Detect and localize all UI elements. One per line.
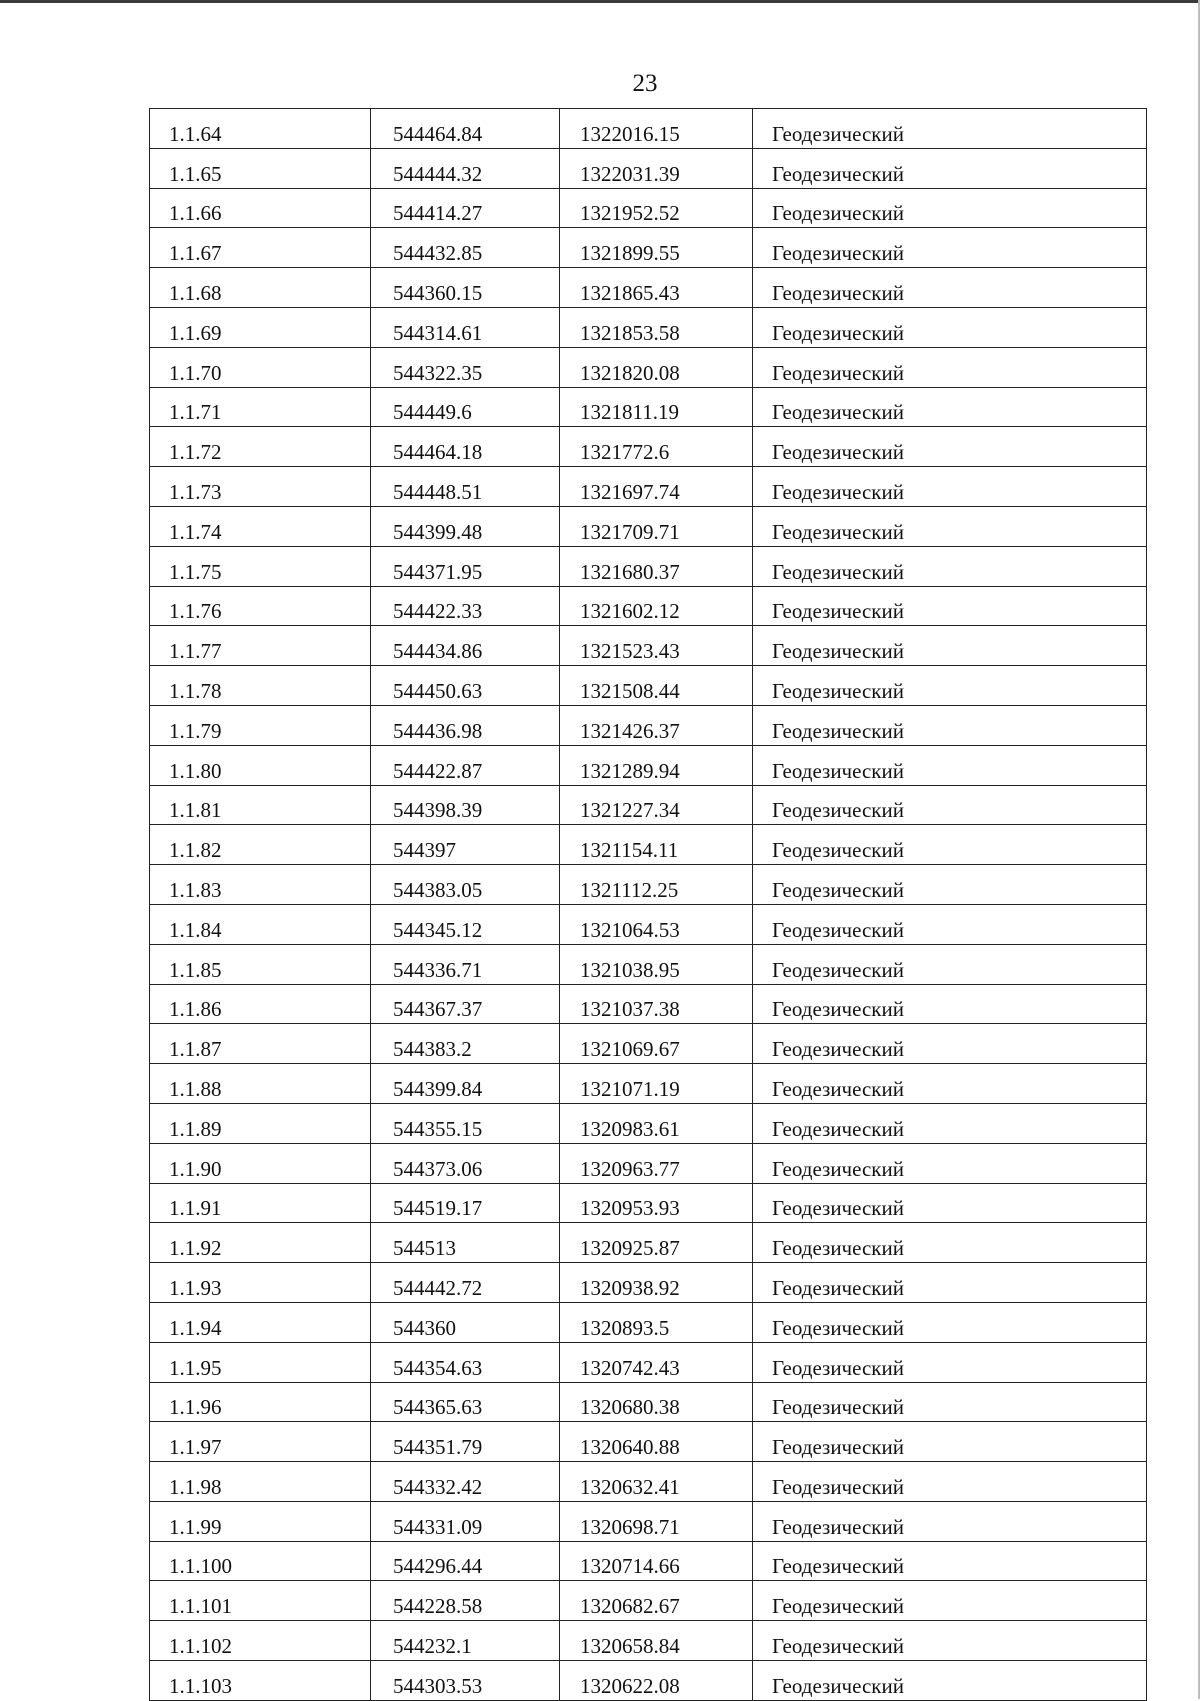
- point-number-cell: 1.1.74: [150, 506, 371, 546]
- table-row: [150, 1024, 1147, 1064]
- y-coordinate-cell: 1321064.53: [560, 904, 753, 944]
- table-row: [150, 745, 1147, 785]
- x-coordinate-cell: 544398.39: [371, 785, 560, 825]
- point-number-cell: 1.1.79: [150, 705, 371, 745]
- determination-method-cell: Геодезический: [753, 984, 1147, 1024]
- y-coordinate-cell: 1320632.41: [560, 1462, 753, 1502]
- y-coordinate-cell: 1320714.66: [560, 1541, 753, 1581]
- y-coordinate-cell: 1320640.88: [560, 1422, 753, 1462]
- y-coordinate-cell: 1321697.74: [560, 467, 753, 507]
- determination-method-cell: Геодезический: [753, 666, 1147, 706]
- determination-method-cell: Геодезический: [753, 347, 1147, 387]
- y-coordinate-cell: 1320953.93: [560, 1183, 753, 1223]
- point-number-cell: 1.1.96: [150, 1382, 371, 1422]
- table-row: [150, 1143, 1147, 1183]
- determination-method-cell: Геодезический: [753, 546, 1147, 586]
- y-coordinate-cell: 1321112.25: [560, 865, 753, 905]
- x-coordinate-cell: 544513: [371, 1223, 560, 1263]
- x-coordinate-cell: 544360: [371, 1302, 560, 1342]
- determination-method-cell: Геодезический: [753, 1263, 1147, 1303]
- x-coordinate-cell: 544397: [371, 825, 560, 865]
- point-number-cell: 1.1.65: [150, 148, 371, 188]
- page-number: 23: [632, 70, 658, 97]
- y-coordinate-cell: 1321602.12: [560, 586, 753, 626]
- y-coordinate-cell: 1320963.77: [560, 1143, 753, 1183]
- determination-method-cell: Геодезический: [753, 1024, 1147, 1064]
- table-row: [150, 546, 1147, 586]
- y-coordinate-cell: 1321227.34: [560, 785, 753, 825]
- x-coordinate-cell: 544367.37: [371, 984, 560, 1024]
- determination-method-cell: Геодезический: [753, 1143, 1147, 1183]
- y-coordinate-cell: 1321523.43: [560, 626, 753, 666]
- determination-method-cell: Геодезический: [753, 944, 1147, 984]
- table-row: [150, 387, 1147, 427]
- table-row: [150, 347, 1147, 387]
- point-number-cell: 1.1.77: [150, 626, 371, 666]
- x-coordinate-cell: 544449.6: [371, 387, 560, 427]
- x-coordinate-cell: 544448.51: [371, 467, 560, 507]
- determination-method-cell: Геодезический: [753, 1661, 1147, 1701]
- point-number-cell: 1.1.80: [150, 745, 371, 785]
- determination-method-cell: Геодезический: [753, 1183, 1147, 1223]
- x-coordinate-cell: 544422.33: [371, 586, 560, 626]
- y-coordinate-cell: 1320622.08: [560, 1661, 753, 1701]
- determination-method-cell: Геодезический: [753, 825, 1147, 865]
- determination-method-cell: Геодезический: [753, 188, 1147, 228]
- x-coordinate-cell: 544434.86: [371, 626, 560, 666]
- table-row: [150, 307, 1147, 347]
- x-coordinate-cell: 544399.48: [371, 506, 560, 546]
- table-row: [150, 1302, 1147, 1342]
- point-number-cell: 1.1.87: [150, 1024, 371, 1064]
- determination-method-cell: Геодезический: [753, 1422, 1147, 1462]
- table-row: [150, 1541, 1147, 1581]
- x-coordinate-cell: 544322.35: [371, 347, 560, 387]
- point-number-cell: 1.1.69: [150, 307, 371, 347]
- determination-method-cell: Геодезический: [753, 785, 1147, 825]
- determination-method-cell: Геодезический: [753, 1581, 1147, 1621]
- x-coordinate-cell: 544332.42: [371, 1462, 560, 1502]
- y-coordinate-cell: 1320680.38: [560, 1382, 753, 1422]
- x-coordinate-cell: 544422.87: [371, 745, 560, 785]
- point-number-cell: 1.1.81: [150, 785, 371, 825]
- x-coordinate-cell: 544345.12: [371, 904, 560, 944]
- determination-method-cell: Геодезический: [753, 1462, 1147, 1502]
- table-row: [150, 586, 1147, 626]
- coordinates-table: [149, 108, 1147, 1701]
- point-number-cell: 1.1.68: [150, 268, 371, 308]
- table-row: [150, 944, 1147, 984]
- point-number-cell: 1.1.94: [150, 1302, 371, 1342]
- point-number-cell: 1.1.103: [150, 1661, 371, 1701]
- table-row: [150, 1183, 1147, 1223]
- determination-method-cell: Геодезический: [753, 626, 1147, 666]
- determination-method-cell: Геодезический: [753, 1501, 1147, 1541]
- y-coordinate-cell: 1321289.94: [560, 745, 753, 785]
- point-number-cell: 1.1.76: [150, 586, 371, 626]
- determination-method-cell: Геодезический: [753, 1382, 1147, 1422]
- table-row: [150, 427, 1147, 467]
- y-coordinate-cell: 1321426.37: [560, 705, 753, 745]
- y-coordinate-cell: 1320893.5: [560, 1302, 753, 1342]
- determination-method-cell: Геодезический: [753, 268, 1147, 308]
- table-row: [150, 1064, 1147, 1104]
- table-row: [150, 865, 1147, 905]
- y-coordinate-cell: 1321899.55: [560, 228, 753, 268]
- point-number-cell: 1.1.82: [150, 825, 371, 865]
- x-coordinate-cell: 544354.63: [371, 1342, 560, 1382]
- x-coordinate-cell: 544232.1: [371, 1621, 560, 1661]
- table-row: [150, 148, 1147, 188]
- x-coordinate-cell: 544371.95: [371, 546, 560, 586]
- x-coordinate-cell: 544314.61: [371, 307, 560, 347]
- determination-method-cell: Геодезический: [753, 1541, 1147, 1581]
- table-row: [150, 467, 1147, 507]
- table-row: [150, 1382, 1147, 1422]
- y-coordinate-cell: 1320682.67: [560, 1581, 753, 1621]
- y-coordinate-cell: 1322016.15: [560, 109, 753, 149]
- point-number-cell: 1.1.91: [150, 1183, 371, 1223]
- point-number-cell: 1.1.100: [150, 1541, 371, 1581]
- point-number-cell: 1.1.101: [150, 1581, 371, 1621]
- x-coordinate-cell: 544355.15: [371, 1103, 560, 1143]
- y-coordinate-cell: 1321037.38: [560, 984, 753, 1024]
- x-coordinate-cell: 544383.05: [371, 865, 560, 905]
- table-row: [150, 1462, 1147, 1502]
- determination-method-cell: Геодезический: [753, 109, 1147, 149]
- point-number-cell: 1.1.70: [150, 347, 371, 387]
- x-coordinate-cell: 544432.85: [371, 228, 560, 268]
- x-coordinate-cell: 544399.84: [371, 1064, 560, 1104]
- point-number-cell: 1.1.95: [150, 1342, 371, 1382]
- table-row: [150, 666, 1147, 706]
- point-number-cell: 1.1.83: [150, 865, 371, 905]
- y-coordinate-cell: 1321820.08: [560, 347, 753, 387]
- x-coordinate-cell: 544296.44: [371, 1541, 560, 1581]
- point-number-cell: 1.1.86: [150, 984, 371, 1024]
- y-coordinate-cell: 1321071.19: [560, 1064, 753, 1104]
- y-coordinate-cell: 1322031.39: [560, 148, 753, 188]
- table-row: [150, 109, 1147, 149]
- table-row: [150, 188, 1147, 228]
- y-coordinate-cell: 1321038.95: [560, 944, 753, 984]
- scan-edge-top: [0, 0, 1200, 3]
- y-coordinate-cell: 1321069.67: [560, 1024, 753, 1064]
- y-coordinate-cell: 1320983.61: [560, 1103, 753, 1143]
- table-row: [150, 1342, 1147, 1382]
- point-number-cell: 1.1.71: [150, 387, 371, 427]
- point-number-cell: 1.1.93: [150, 1263, 371, 1303]
- point-number-cell: 1.1.99: [150, 1501, 371, 1541]
- table-row: [150, 626, 1147, 666]
- point-number-cell: 1.1.92: [150, 1223, 371, 1263]
- point-number-cell: 1.1.64: [150, 109, 371, 149]
- determination-method-cell: Геодезический: [753, 467, 1147, 507]
- determination-method-cell: Геодезический: [753, 1103, 1147, 1143]
- determination-method-cell: Геодезический: [753, 1223, 1147, 1263]
- determination-method-cell: Геодезический: [753, 1064, 1147, 1104]
- table-row: [150, 506, 1147, 546]
- determination-method-cell: Геодезический: [753, 427, 1147, 467]
- x-coordinate-cell: 544464.18: [371, 427, 560, 467]
- coordinates-table-body: [150, 109, 1147, 1701]
- table-row: [150, 1422, 1147, 1462]
- x-coordinate-cell: 544442.72: [371, 1263, 560, 1303]
- y-coordinate-cell: 1320938.92: [560, 1263, 753, 1303]
- point-number-cell: 1.1.78: [150, 666, 371, 706]
- table-row: [150, 1501, 1147, 1541]
- determination-method-cell: Геодезический: [753, 1302, 1147, 1342]
- table-row: [150, 904, 1147, 944]
- x-coordinate-cell: 544436.98: [371, 705, 560, 745]
- x-coordinate-cell: 544464.84: [371, 109, 560, 149]
- y-coordinate-cell: 1320742.43: [560, 1342, 753, 1382]
- table-row: [150, 984, 1147, 1024]
- determination-method-cell: Геодезический: [753, 387, 1147, 427]
- table-row: [150, 785, 1147, 825]
- point-number-cell: 1.1.88: [150, 1064, 371, 1104]
- table-row: [150, 1263, 1147, 1303]
- determination-method-cell: Геодезический: [753, 865, 1147, 905]
- y-coordinate-cell: 1320698.71: [560, 1501, 753, 1541]
- determination-method-cell: Геодезический: [753, 705, 1147, 745]
- point-number-cell: 1.1.89: [150, 1103, 371, 1143]
- table-row: [150, 268, 1147, 308]
- y-coordinate-cell: 1321680.37: [560, 546, 753, 586]
- y-coordinate-cell: 1321811.19: [560, 387, 753, 427]
- y-coordinate-cell: 1321952.52: [560, 188, 753, 228]
- y-coordinate-cell: 1321154.11: [560, 825, 753, 865]
- point-number-cell: 1.1.97: [150, 1422, 371, 1462]
- x-coordinate-cell: 544331.09: [371, 1501, 560, 1541]
- point-number-cell: 1.1.90: [150, 1143, 371, 1183]
- x-coordinate-cell: 544373.06: [371, 1143, 560, 1183]
- point-number-cell: 1.1.84: [150, 904, 371, 944]
- point-number-cell: 1.1.102: [150, 1621, 371, 1661]
- x-coordinate-cell: 544383.2: [371, 1024, 560, 1064]
- table-row: [150, 228, 1147, 268]
- point-number-cell: 1.1.75: [150, 546, 371, 586]
- y-coordinate-cell: 1321709.71: [560, 506, 753, 546]
- point-number-cell: 1.1.73: [150, 467, 371, 507]
- x-coordinate-cell: 544351.79: [371, 1422, 560, 1462]
- determination-method-cell: Геодезический: [753, 506, 1147, 546]
- determination-method-cell: Геодезический: [753, 586, 1147, 626]
- table-row: [150, 1581, 1147, 1621]
- determination-method-cell: Геодезический: [753, 307, 1147, 347]
- x-coordinate-cell: 544360.15: [371, 268, 560, 308]
- determination-method-cell: Геодезический: [753, 148, 1147, 188]
- point-number-cell: 1.1.85: [150, 944, 371, 984]
- point-number-cell: 1.1.66: [150, 188, 371, 228]
- y-coordinate-cell: 1321865.43: [560, 268, 753, 308]
- table-row: [150, 705, 1147, 745]
- x-coordinate-cell: 544365.63: [371, 1382, 560, 1422]
- x-coordinate-cell: 544414.27: [371, 188, 560, 228]
- determination-method-cell: Геодезический: [753, 904, 1147, 944]
- point-number-cell: 1.1.67: [150, 228, 371, 268]
- x-coordinate-cell: 544303.53: [371, 1661, 560, 1701]
- table-row: [150, 1223, 1147, 1263]
- determination-method-cell: Геодезический: [753, 745, 1147, 785]
- table-row: [150, 825, 1147, 865]
- y-coordinate-cell: 1321508.44: [560, 666, 753, 706]
- determination-method-cell: Геодезический: [753, 1342, 1147, 1382]
- table-row: [150, 1103, 1147, 1143]
- point-number-cell: 1.1.98: [150, 1462, 371, 1502]
- y-coordinate-cell: 1320925.87: [560, 1223, 753, 1263]
- x-coordinate-cell: 544450.63: [371, 666, 560, 706]
- x-coordinate-cell: 544336.71: [371, 944, 560, 984]
- x-coordinate-cell: 544228.58: [371, 1581, 560, 1621]
- determination-method-cell: Геодезический: [753, 1621, 1147, 1661]
- table-row: [150, 1661, 1147, 1701]
- y-coordinate-cell: 1320658.84: [560, 1621, 753, 1661]
- x-coordinate-cell: 544519.17: [371, 1183, 560, 1223]
- y-coordinate-cell: 1321853.58: [560, 307, 753, 347]
- determination-method-cell: Геодезический: [753, 228, 1147, 268]
- x-coordinate-cell: 544444.32: [371, 148, 560, 188]
- table-row: [150, 1621, 1147, 1661]
- y-coordinate-cell: 1321772.6: [560, 427, 753, 467]
- point-number-cell: 1.1.72: [150, 427, 371, 467]
